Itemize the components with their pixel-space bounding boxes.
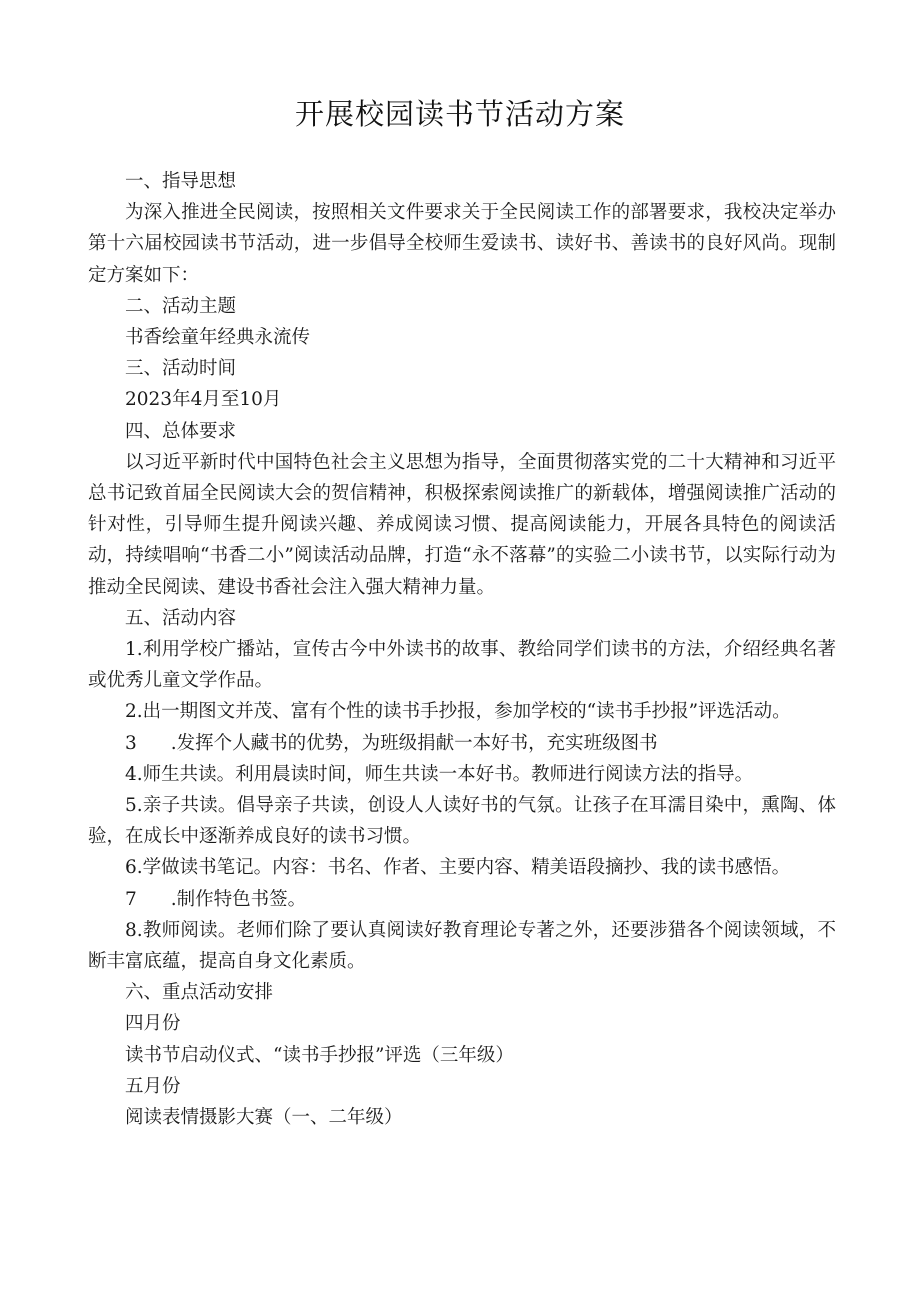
paragraph-time: 2023年4月至10月 — [125, 389, 282, 411]
list-item: 6.学做读书笔记。内容：书名、作者、主要内容、精美语段摘抄、我的读书感悟。 — [125, 857, 791, 879]
list-item: 8.教师阅读。老师们除了要认真阅读好教育理论专著之外，还要涉猎各个阅读领域，不断丰富底蕴，提高自身文化素质。 — [88, 919, 836, 973]
list-item-text: .发挥个人藏书的优势，为班级捐献一本好书，充实班级图书 — [170, 732, 658, 754]
schedule-activity: 读书节启动仪式、“读书手抄报”评选（三年级） — [125, 1044, 514, 1066]
schedule-month: 四月份 — [125, 1013, 181, 1035]
list-item: 4.师生共读。利用晨读时间，师生共读一本好书。教师进行阅读方法的指导。 — [125, 763, 754, 785]
schedule-activity: 阅读表情摄影大赛（一、二年级） — [125, 1107, 403, 1129]
schedule-month: 五月份 — [125, 1075, 181, 1097]
document-body — [88, 166, 836, 1133]
section-heading-time: 三、活动时间 — [125, 358, 237, 380]
paragraph-requirements: 以习近平新时代中国特色社会主义思想为指导，全面贯彻落实党的二十大精神和习近平总书记致首届全民阅读大会的贺信精神，积极探索阅读推广的新载体，增强阅读推广活动的针对性，引导师生提升阅读兴趣、养成阅读习惯、提高阅读能力，开展各具特色的阅读活动，持续唱响“书香二小”阅读活动品牌，打造“永不落幕”的实验二小读书节，以实际行动为推动全民阅读、建设书香社会注入强大精神力量。 — [88, 451, 836, 598]
section-heading-schedule: 六、重点活动安排 — [125, 982, 274, 1004]
list-item — [88, 728, 836, 759]
list-item — [88, 884, 836, 915]
paragraph-theme: 书香绘童年经典永流传 — [125, 327, 311, 349]
section-heading-requirements: 四、总体要求 — [125, 420, 237, 442]
list-item: 5.亲子共读。倡导亲子共读，创设人人读好书的气氛。让孩子在耳濡目染中，熏陶、体验，在成长中逐渐养成良好的读书习惯。 — [88, 795, 836, 848]
list-item: 2.出一期图文并茂、富有个性的读书手抄报，参加学校的“读书手抄报”评选活动。 — [125, 701, 791, 723]
list-item-number: 3 — [125, 732, 137, 754]
page-title: 开展校园读书节活动方案 — [294, 97, 625, 131]
paragraph-guiding-ideology: 为深入推进全民阅读，按照相关文件要求关于全民阅读工作的部署要求，我校决定举办第十六届校园读书节活动，进一步倡导全校师生爱读书、读好书、善读书的良好风尚。现制定方案如下： — [88, 202, 836, 286]
list-item-number: 7 — [125, 888, 137, 910]
section-heading-guiding-ideology: 一、指导思想 — [125, 171, 237, 192]
list-item-text: .制作特色书签。 — [170, 888, 307, 910]
section-heading-theme: 二、活动主题 — [125, 295, 237, 317]
section-heading-content: 五、活动内容 — [125, 607, 237, 629]
list-item: 1.利用学校广播站，宣传古今中外读书的故事、教给同学们读书的方法，介绍经典名著或优秀儿童文学作品。 — [88, 639, 836, 692]
